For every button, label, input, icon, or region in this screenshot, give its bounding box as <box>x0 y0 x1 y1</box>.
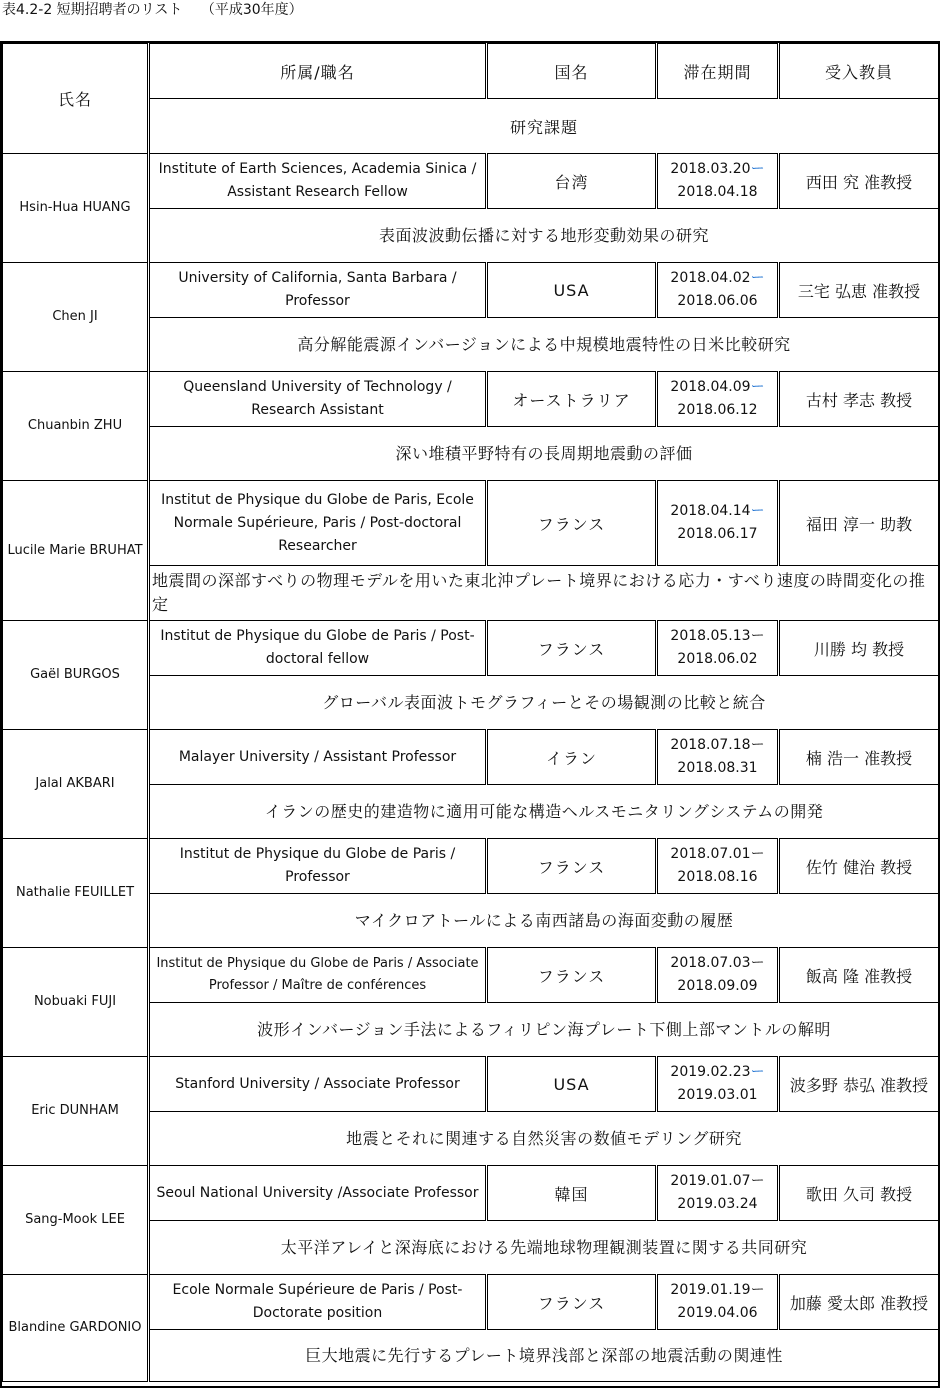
research-topic: イランの歴史的建造物に適用可能な構造ヘルスモニタリングシステムの開発 <box>149 785 939 839</box>
short-term-researchers-table <box>2 43 939 1382</box>
host-cell: 佐竹 健治 教授 <box>779 839 939 894</box>
period-dash: ー <box>750 161 765 177</box>
country-cell: オーストラリア <box>487 372 657 427</box>
affiliation-cell: Seoul National University /Associate Professor <box>149 1166 487 1221</box>
period-dash: ー <box>750 503 765 519</box>
period-start: 2018.07.18 <box>670 737 751 753</box>
research-topic: 地震間の深部すべりの物理モデルを用いた東北沖プレート境界における応力・すべり速度の時間変化の推定 <box>149 566 939 621</box>
period-dash: ー <box>750 1282 765 1298</box>
host-cell: 西田 究 准教授 <box>779 154 939 209</box>
period-end: 2018.08.16 <box>677 869 758 885</box>
affiliation-cell: Stanford University / Associate Professor <box>149 1057 487 1112</box>
affiliation-cell: Institut de Physique du Globe de Paris / Post-doctoral fellow <box>149 621 487 676</box>
period-end: 2018.06.17 <box>677 526 758 542</box>
period-start: 2018.07.01 <box>670 846 751 862</box>
researcher-name: Chen JI <box>3 263 149 372</box>
affiliation-cell: Queensland University of Technology / Research Assistant <box>149 372 487 427</box>
affiliation-cell: Ecole Normale Supérieure de Paris / Post-Doctorate position <box>149 1275 487 1330</box>
header-affiliation: 所属/職名 <box>149 44 487 99</box>
researcher-name: Blandine GARDONIO <box>3 1275 149 1382</box>
header-country: 国名 <box>487 44 657 99</box>
header-host: 受入教員 <box>779 44 939 99</box>
period-dash: ー <box>750 846 765 862</box>
period-start: 2019.02.23 <box>670 1064 751 1080</box>
period-cell <box>657 839 779 894</box>
affiliation-cell: University of California, Santa Barbara / Professor <box>149 263 487 318</box>
period-cell <box>657 1275 779 1330</box>
period-cell <box>657 621 779 676</box>
header-row <box>3 44 939 99</box>
period-end: 2018.04.18 <box>677 184 758 200</box>
researcher-name: Nathalie FEUILLET <box>3 839 149 948</box>
table-row <box>3 263 939 318</box>
research-topic: 深い堆積平野特有の長周期地震動の評価 <box>149 427 939 481</box>
host-cell: 三宅 弘恵 准教授 <box>779 263 939 318</box>
period-dash: ー <box>750 379 765 395</box>
table-row <box>3 948 939 1003</box>
researcher-name: Hsin-Hua HUANG <box>3 154 149 263</box>
researcher-table-frame <box>0 41 940 1388</box>
researcher-name: Jalal AKBARI <box>3 730 149 839</box>
country-cell: 台湾 <box>487 154 657 209</box>
country-cell: USA <box>487 1057 657 1112</box>
research-topic: マイクロアトールによる南西諸島の海面変動の履歴 <box>149 894 939 948</box>
header-period: 滞在期間 <box>657 44 779 99</box>
researcher-name: Chuanbin ZHU <box>3 372 149 481</box>
table-caption: 表4.2-2 短期招聘者のリスト （平成30年度） <box>2 2 303 18</box>
research-topic: 波形インバージョン手法によるフィリピン海プレート下側上部マントルの解明 <box>149 1003 939 1057</box>
country-cell: イラン <box>487 730 657 785</box>
table-row <box>3 839 939 894</box>
host-cell: 加藤 愛太郎 准教授 <box>779 1275 939 1330</box>
researcher-name: Nobuaki FUJI <box>3 948 149 1057</box>
table-row <box>3 481 939 566</box>
affiliation-cell: Institut de Physique du Globe de Paris, Ecole Normale Supérieure, Paris / Post-doctoral Researcher <box>149 481 487 566</box>
period-start: 2018.04.09 <box>670 379 751 395</box>
period-end: 2018.06.06 <box>677 293 758 309</box>
researcher-name: Sang-Mook LEE <box>3 1166 149 1275</box>
research-topic: 高分解能震源インバージョンによる中規模地震特性の日米比較研究 <box>149 318 939 372</box>
affiliation-cell: Malayer University / Assistant Professor <box>149 730 487 785</box>
table-row <box>3 1166 939 1221</box>
period-end: 2018.06.12 <box>677 402 758 418</box>
period-dash: ー <box>750 955 765 971</box>
affiliation-cell: Institut de Physique du Globe de Paris / Professor <box>149 839 487 894</box>
period-cell <box>657 154 779 209</box>
table-row <box>3 372 939 427</box>
table-row <box>3 1057 939 1112</box>
period-start: 2018.05.13 <box>670 628 751 644</box>
period-end: 2019.03.24 <box>677 1196 758 1212</box>
period-cell <box>657 481 779 566</box>
country-cell: 韓国 <box>487 1166 657 1221</box>
research-topic: 太平洋アレイと深海底における先端地球物理観測装置に関する共同研究 <box>149 1221 939 1275</box>
period-cell <box>657 372 779 427</box>
period-end: 2019.03.01 <box>677 1087 758 1103</box>
period-dash: ー <box>750 270 765 286</box>
host-cell: 飯高 隆 准教授 <box>779 948 939 1003</box>
period-cell <box>657 1166 779 1221</box>
researcher-name: Eric DUNHAM <box>3 1057 149 1166</box>
host-cell: 波多野 恭弘 准教授 <box>779 1057 939 1112</box>
period-dash: ー <box>750 1173 765 1189</box>
table-row <box>3 154 939 209</box>
period-dash: ー <box>750 1064 765 1080</box>
research-topic: グローバル表面波トモグラフィーとその場観測の比較と統合 <box>149 676 939 730</box>
affiliation-cell: Institut de Physique du Globe de Paris / Associate Professor / Maître de conférences <box>149 948 487 1003</box>
period-start: 2018.03.20 <box>670 161 751 177</box>
table-row <box>3 621 939 676</box>
period-end: 2018.09.09 <box>677 978 758 994</box>
country-cell: フランス <box>487 948 657 1003</box>
period-start: 2019.01.07 <box>670 1173 751 1189</box>
research-topic: 地震とそれに関連する自然災害の数値モデリング研究 <box>149 1112 939 1166</box>
period-start: 2019.01.19 <box>670 1282 751 1298</box>
country-cell: フランス <box>487 1275 657 1330</box>
period-start: 2018.07.03 <box>670 955 751 971</box>
country-cell: フランス <box>487 621 657 676</box>
country-cell: フランス <box>487 839 657 894</box>
table-row <box>3 730 939 785</box>
period-cell <box>657 730 779 785</box>
host-cell: 楠 浩一 准教授 <box>779 730 939 785</box>
period-cell <box>657 263 779 318</box>
host-cell: 歌田 久司 教授 <box>779 1166 939 1221</box>
period-start: 2018.04.14 <box>670 503 751 519</box>
table-row <box>3 1275 939 1330</box>
research-topic: 巨大地震に先行するプレート境界浅部と深部の地震活動の関連性 <box>149 1330 939 1382</box>
period-end: 2018.06.02 <box>677 651 758 667</box>
period-cell <box>657 948 779 1003</box>
researcher-name: Gaël BURGOS <box>3 621 149 730</box>
host-cell: 川勝 均 教授 <box>779 621 939 676</box>
country-cell: USA <box>487 263 657 318</box>
research-topic: 表面波波動伝播に対する地形変動効果の研究 <box>149 209 939 263</box>
country-cell: フランス <box>487 481 657 566</box>
researcher-name: Lucile Marie BRUHAT <box>3 481 149 621</box>
period-end: 2018.08.31 <box>677 760 758 776</box>
affiliation-cell: Institute of Earth Sciences, Academia Sinica / Assistant Research Fellow <box>149 154 487 209</box>
period-end: 2019.04.06 <box>677 1305 758 1321</box>
period-dash: ー <box>750 628 765 644</box>
host-cell: 古村 孝志 教授 <box>779 372 939 427</box>
period-dash: ー <box>750 737 765 753</box>
header-name: 氏名 <box>3 44 149 154</box>
period-cell <box>657 1057 779 1112</box>
host-cell: 福田 淳一 助教 <box>779 481 939 566</box>
period-start: 2018.04.02 <box>670 270 751 286</box>
header-topic: 研究課題 <box>149 99 939 154</box>
